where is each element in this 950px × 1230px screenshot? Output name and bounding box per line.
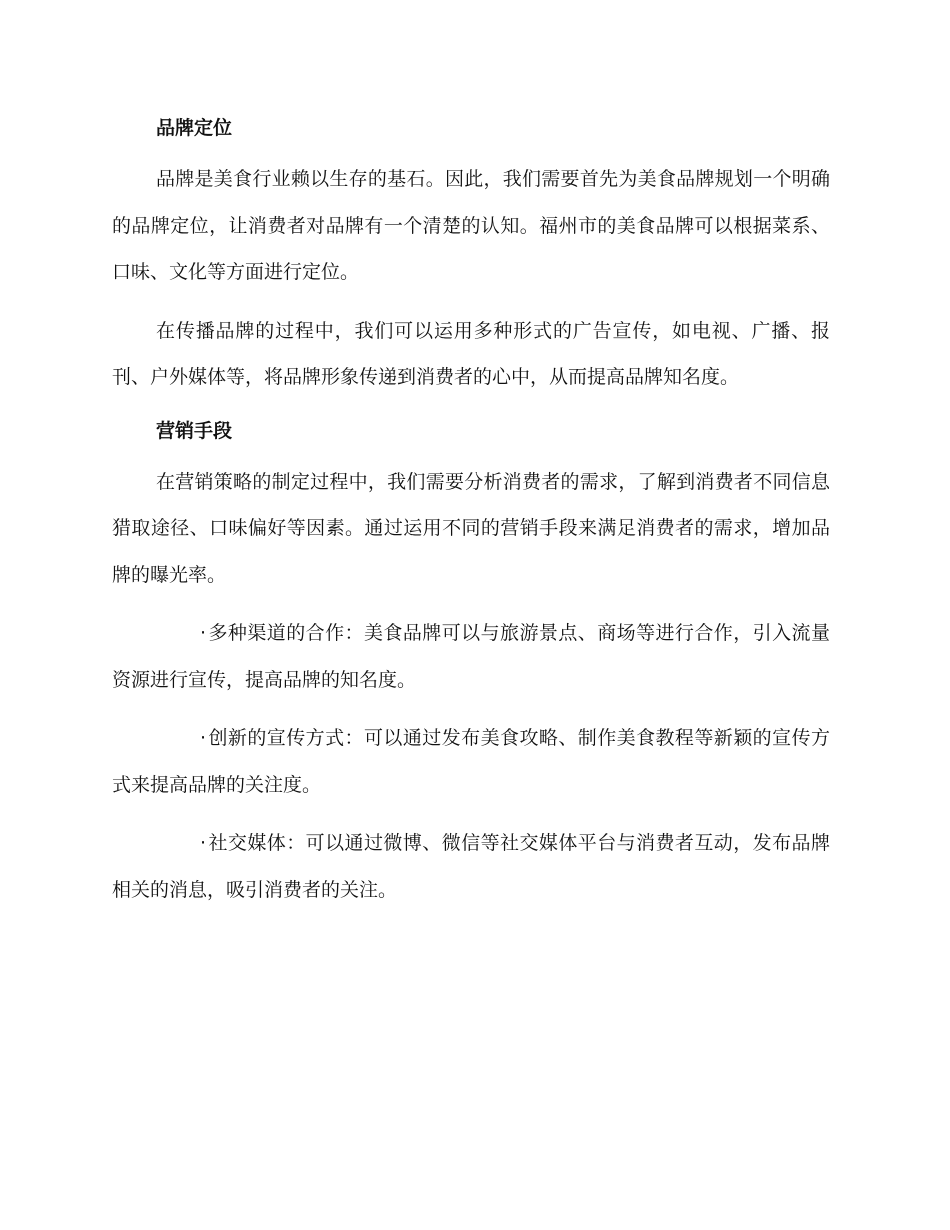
bullet-dot-icon: · bbox=[200, 832, 207, 854]
bullet-text: 多种渠道的合作：美食品牌可以与旅游景点、商场等进行合作，引入流量资源进行宣传，提高品牌的知名度。 bbox=[112, 622, 830, 691]
bullet-item bbox=[112, 820, 830, 913]
bullet-dot-icon: · bbox=[200, 622, 207, 644]
document-body bbox=[112, 110, 830, 925]
paragraph: 品牌是美食行业赖以生存的基石。因此，我们需要首先为美食品牌规划一个明确的品牌定位，让消费者对品牌有一个清楚的认知。福州市的美食品牌可以根据菜系、口味、文化等方面进行定位。 bbox=[112, 168, 830, 283]
section-heading-marketing-means: 营销手段 bbox=[156, 419, 233, 442]
bullet-dot-icon: · bbox=[200, 727, 207, 749]
bullet-item bbox=[112, 715, 830, 808]
bullet-item bbox=[112, 610, 830, 703]
section-heading-brand-positioning: 品牌定位 bbox=[156, 117, 233, 139]
paragraph: 在营销策略的制定过程中，我们需要分析消费者的需求，了解到消费者不同信息猎取途径、口味偏好等因素。通过运用不同的营销手段来满足消费者的需求，增加品牌的曝光率。 bbox=[112, 470, 830, 586]
bullet-text: 创新的宣传方式：可以通过发布美食攻略、制作美食教程等新颖的宣传方式来提高品牌的关注度。 bbox=[112, 727, 830, 796]
paragraph: 在传播品牌的过程中，我们可以运用多种形式的广告宣传，如电视、广播、报刊、户外媒体等，将品牌形象传递到消费者的心中，从而提高品牌知名度。 bbox=[112, 319, 830, 388]
bullet-text: 社交媒体：可以通过微博、微信等社交媒体平台与消费者互动，发布品牌相关的消息，吸引消费者的关注。 bbox=[112, 832, 830, 901]
